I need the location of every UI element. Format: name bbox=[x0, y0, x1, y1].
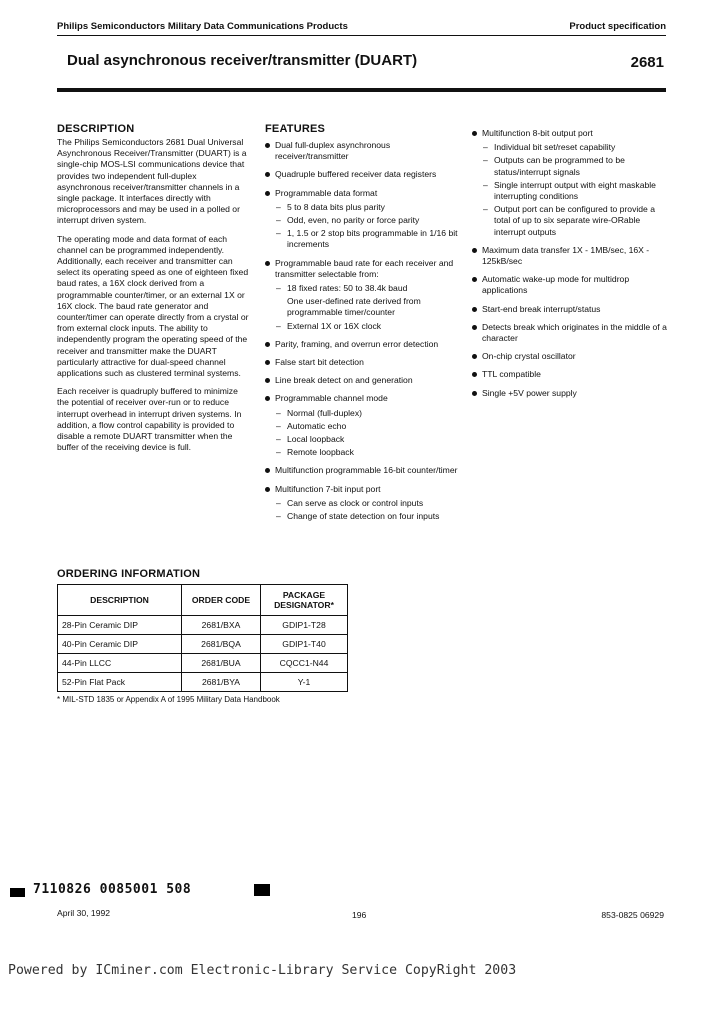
features-list-continued bbox=[472, 128, 667, 399]
feature-subitem: – 5 to 8 data bits plus parity bbox=[275, 202, 460, 213]
feature-subitem: – Output port can be configured to provide a total of up to six separate wire-ORable interrupt outputs bbox=[482, 204, 667, 238]
table-row bbox=[58, 635, 348, 654]
description-heading: DESCRIPTION bbox=[57, 123, 135, 135]
table-cell: 2681/BYA bbox=[182, 673, 261, 692]
table-row bbox=[58, 616, 348, 635]
ordering-heading: ORDERING INFORMATION bbox=[57, 568, 201, 580]
header-rule-thick bbox=[57, 88, 666, 92]
feature-subitem: – Normal (full-duplex) bbox=[275, 408, 460, 419]
feature-item: Dual full-duplex asynchronous receiver/transmitter bbox=[265, 140, 460, 162]
table-row bbox=[58, 654, 348, 673]
column-header: ORDER CODE bbox=[182, 585, 261, 616]
table-cell: GDIP1-T40 bbox=[261, 635, 348, 654]
feature-item: Multifunction programmable 16-bit counter/timer bbox=[265, 465, 460, 476]
feature-item: Parity, framing, and overrun error detection bbox=[265, 339, 460, 350]
table-cell: 52-Pin Flat Pack bbox=[58, 673, 182, 692]
feature-subitem: – 18 fixed rates: 50 to 38.4k baud bbox=[275, 283, 460, 294]
column-header: DESCRIPTION bbox=[58, 585, 182, 616]
table-cell: 2681/BXA bbox=[182, 616, 261, 635]
table-cell: 28-Pin Ceramic DIP bbox=[58, 616, 182, 635]
feature-item: Automatic wake-up mode for multidrop applications bbox=[472, 274, 667, 296]
column-header: PACKAGE DESIGNATOR* bbox=[261, 585, 348, 616]
feature-item: TTL compatible bbox=[472, 369, 667, 380]
features-list bbox=[265, 140, 460, 522]
header-rule-top bbox=[57, 35, 666, 36]
feature-item: Multifunction 7-bit input port – Can serve as clock or control inputs – Change of state detection on four inputs bbox=[265, 484, 460, 523]
ordering-section bbox=[57, 568, 357, 705]
feature-item: Line break detect on and generation bbox=[265, 375, 460, 386]
part-number: 2681 bbox=[630, 54, 664, 71]
feature-subitem: – Remote loopback bbox=[275, 447, 460, 458]
ordering-table bbox=[57, 584, 348, 692]
feature-item: Multifunction 8-bit output port – Individual bit set/reset capability – Outputs can be programmed to be status/interrupt signals – Single interrupt output with eight maskable interrupting conditions – Output port can be configured to provide a total of up to six separate wire-ORable interrupt outputs bbox=[472, 128, 667, 238]
feature-subitem: One user-defined rate derived from programmable timer/counter bbox=[287, 296, 421, 318]
barcode-mark-left bbox=[10, 888, 25, 897]
feature-item: Detects break which originates in the middle of a character bbox=[472, 322, 667, 344]
table-row bbox=[58, 673, 348, 692]
page-title: Dual asynchronous receiver/transmitter (DUART) bbox=[67, 52, 418, 69]
feature-item: On-chip crystal oscillator bbox=[472, 351, 667, 362]
feature-item: Programmable baud rate for each receiver and transmitter selectable from: – 18 fixed rates: 50 to 38.4k baud One user-defined rate derived from programmable timer/counter – External 1X or 16X clock bbox=[265, 258, 460, 332]
barcode-text: 7110826 0085001 508 bbox=[33, 882, 192, 897]
feature-item: Quadruple buffered receiver data registers bbox=[265, 169, 460, 180]
feature-subitem: – Automatic echo bbox=[275, 421, 460, 432]
feature-subitem: – Individual bit set/reset capability bbox=[482, 142, 667, 153]
barcode-mark-right bbox=[254, 884, 270, 896]
feature-item: Programmable data format – 5 to 8 data bits plus parity – Odd, even, no parity or force parity – 1, 1.5 or 2 stop bits programmable in 1/16 bit increments bbox=[265, 188, 460, 251]
feature-item: Single +5V power supply bbox=[472, 388, 667, 399]
table-cell: 44-Pin LLCC bbox=[58, 654, 182, 673]
table-cell: 2681/BQA bbox=[182, 635, 261, 654]
table-cell: 2681/BUA bbox=[182, 654, 261, 673]
table-header-row bbox=[58, 585, 348, 616]
feature-subitem: – Outputs can be programmed to be status/interrupt signals bbox=[482, 155, 667, 177]
description-paragraph-1: The Philips Semiconductors 2681 Dual Universal Asynchronous Receiver/Transmitter (DUART) is a single-chip MOS-LSI communications device that provides two independent full-duplex asynchronous receiver/transmitter channels in a single package. It interfaces directly with microprocessors and may be used in a polled or interrupt driven system. bbox=[57, 137, 247, 226]
feature-item: Maximum data transfer 1X - 1MB/sec, 16X - 125kB/sec bbox=[472, 245, 667, 267]
features-section-continued bbox=[472, 128, 667, 406]
table-cell: Y-1 bbox=[261, 673, 348, 692]
description-section bbox=[57, 123, 252, 460]
description-paragraph-3: Each receiver is quadruply buffered to minimize the potential of receiver over-run or to reduce interrupt overhead in interrupt driven systems. In addition, a flow control capability is provided to disable a remote DUART transmitter when the buffer of the receiving device is full. bbox=[57, 386, 242, 453]
feature-subitem: – Odd, even, no parity or force parity bbox=[275, 215, 460, 226]
feature-subitem: – Can serve as clock or control inputs bbox=[275, 498, 460, 509]
table-cell: GDIP1-T28 bbox=[261, 616, 348, 635]
feature-item: Programmable channel mode – Normal (full-duplex) – Automatic echo – Local loopback – Remote loopback bbox=[265, 393, 460, 458]
watermark-text: Powered by ICminer.com Electronic-Library Service CopyRight 2003 bbox=[8, 963, 517, 978]
table-cell: 40-Pin Ceramic DIP bbox=[58, 635, 182, 654]
feature-subitem: – 1, 1.5 or 2 stop bits programmable in 1/16 bit increments bbox=[275, 228, 460, 250]
company-name: Philips Semiconductors Military Data Communications Products bbox=[57, 21, 348, 32]
table-cell: CQCC1-N44 bbox=[261, 654, 348, 673]
feature-item: Start-end break interrupt/status bbox=[472, 304, 667, 315]
footer-date: April 30, 1992 bbox=[57, 908, 111, 918]
features-section bbox=[265, 123, 460, 529]
description-paragraph-2: The operating mode and data format of each channel can be programmed independently. Additionally, each receiver and transmitter can select its operating speed as one of eighteen fixed baud rates, a 16X clock derived from a programmable counter/timer, or an external 1X or 16X clock. The baud rate generator and counter/timer can operate directly from a crystal or from external clock inputs. The ability to independently program the operating speed of the receiver and transmitter make the DUART particularly attractive for dual-speed channel applications such as clustered terminal systems. bbox=[57, 233, 249, 379]
ordering-footnote: * MIL-STD 1835 or Appendix A of 1995 Military Data Handbook bbox=[57, 695, 280, 704]
feature-subitem: – Single interrupt output with eight maskable interrupting conditions bbox=[482, 180, 667, 202]
document-type: Product specification bbox=[569, 21, 666, 32]
feature-subitem: – Change of state detection on four inputs bbox=[275, 511, 460, 522]
feature-subitem: – External 1X or 16X clock bbox=[275, 321, 460, 332]
footer-doc-number: 853-0825 06929 bbox=[601, 910, 664, 920]
feature-item: False start bit detection bbox=[265, 357, 460, 368]
feature-subitem: – Local loopback bbox=[275, 434, 460, 445]
features-heading: FEATURES bbox=[265, 123, 326, 135]
footer-page-number: 196 bbox=[352, 910, 367, 920]
